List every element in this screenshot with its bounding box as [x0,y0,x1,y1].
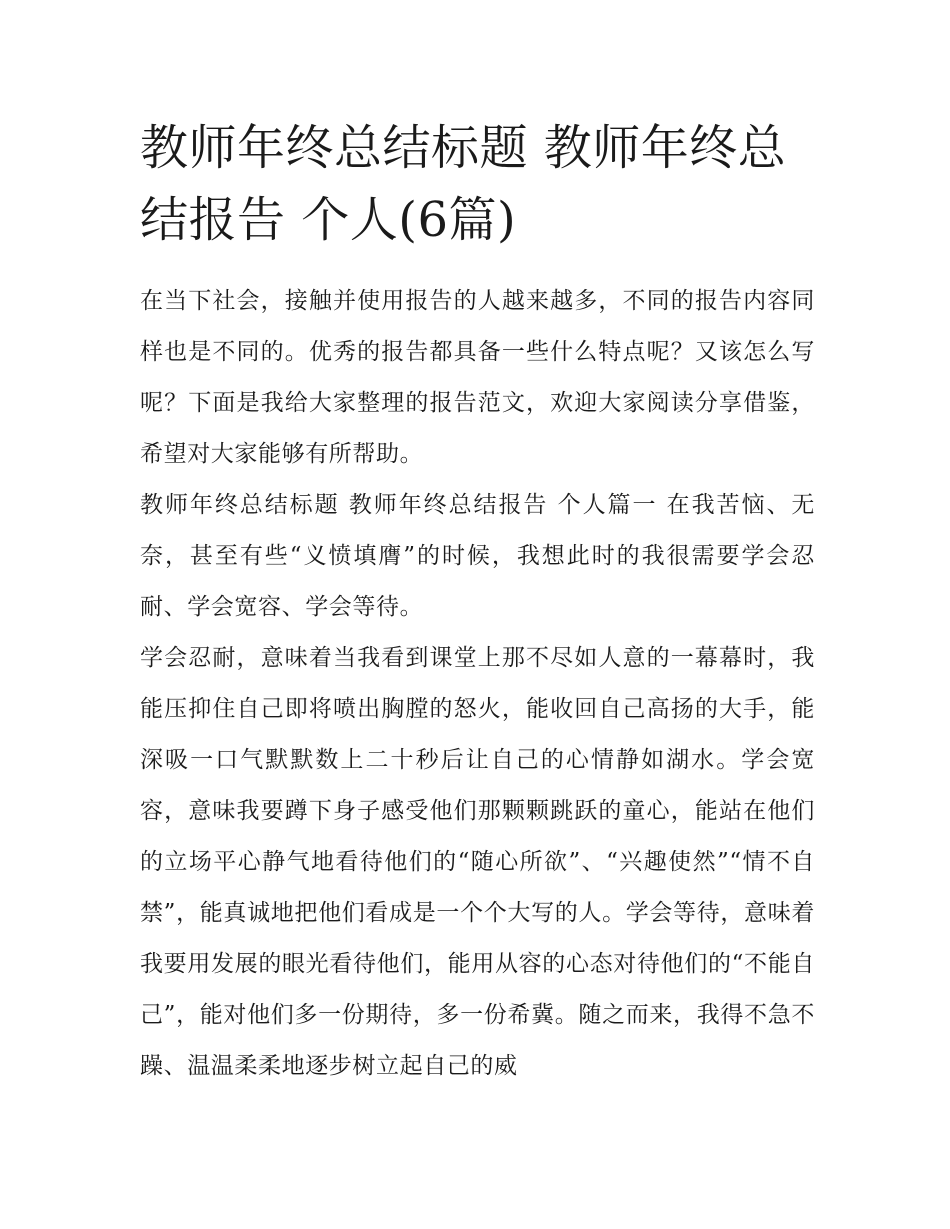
document-body [140,276,815,1092]
intro-paragraph: 在当下社会，接触并使用报告的人越来越多，不同的报告内容同样也是不同的。优秀的报告都具备一些什么特点呢？又该怎么写呢？下面是我给大家整理的报告范文，欢迎大家阅读分享借鉴，希望对大家能够有所帮助。 [140,288,815,467]
body-paragraph: 学会忍耐，意味着当我看到课堂上那不尽如人意的一幕幕时，我能压抑住自己即将喷出胸膛的怒火，能收回自己高扬的大手，能深吸一口气默默数上二十秒后让自己的心情静如湖水。学会宽容，意味我要蹲下身子感受他们那颗颗跳跃的童心，能站在他们的立场平心静气地看待他们的“随心所欲”、“兴趣使然”“情不自禁”，能真诚地把他们看成是一个个大写的人。学会等待，意味着我要用发展的眼光看待他们，能用从容的心态对待他们的“不能自己”，能对他们多一份期待，多一份希冀。随之而来，我得不急不躁、温温柔柔地逐步树立起自己的威 [140,645,815,1079]
document-title: 教师年终总结标题 教师年终总结报告 个人(6篇) [140,120,787,248]
section-one-paragraph: 教师年终总结标题 教师年终总结报告 个人篇一 在我苦恼、无奈，甚至有些“义愤填膺”的时候，我想此时的我很需要学会忍耐、学会宽容、学会等待。 [140,492,815,620]
